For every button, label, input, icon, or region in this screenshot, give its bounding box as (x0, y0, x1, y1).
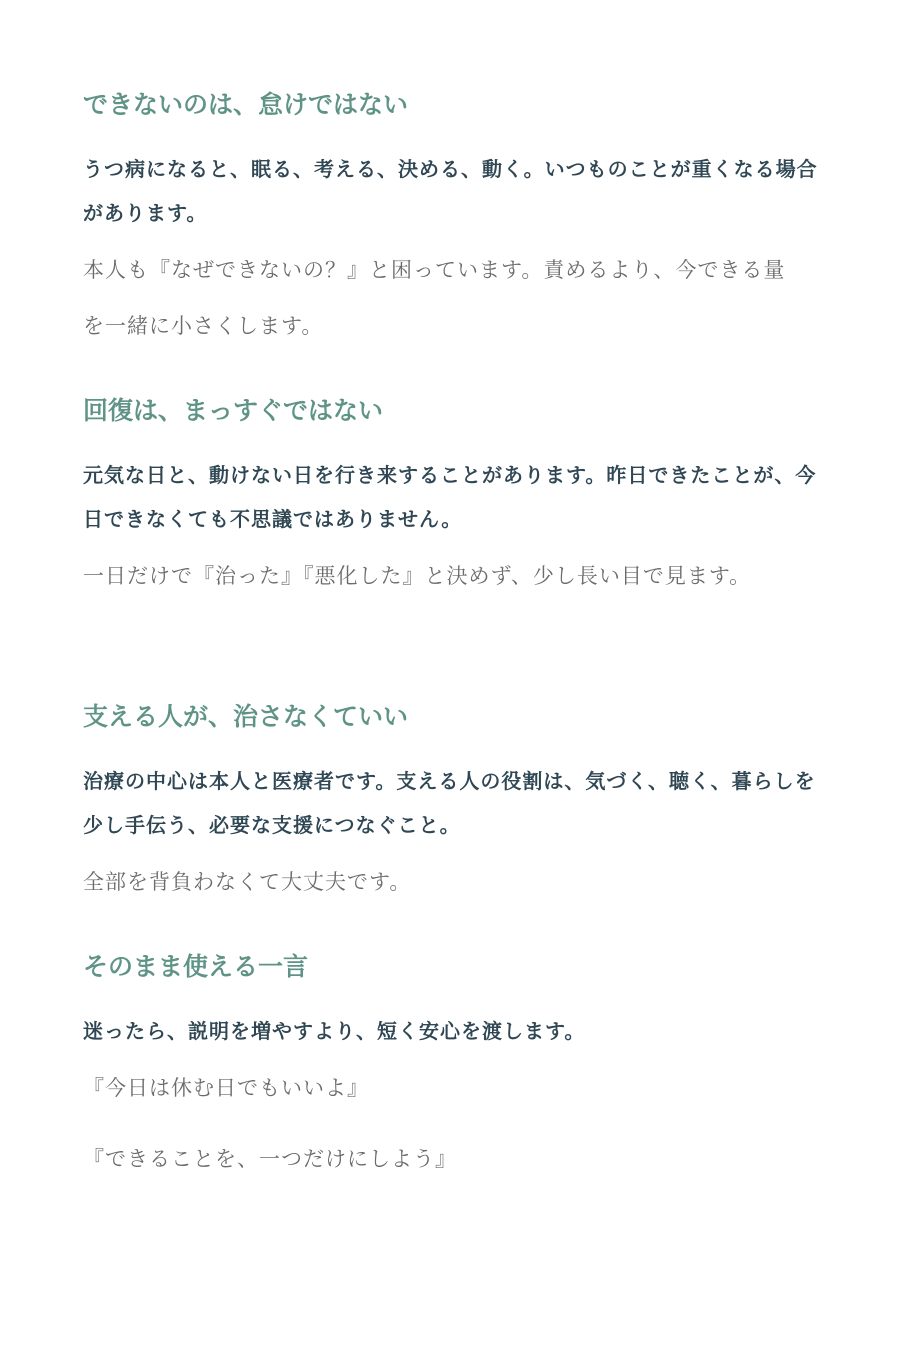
section-body-supporter: 全部を背負わなくて大丈夫です。 (83, 870, 412, 894)
quote-item: 『できることを、一つだけにしよう』 (83, 1147, 457, 1171)
section-lead-recovery: 元気な日と、動けない日を行き来することがあります。昨日できたことが、今日できなくても不思議ではありません。 (83, 463, 817, 531)
section-lead-supporter: 治療の中心は本人と医療者です。支える人の役割は、気づく、聴く、暮らしを少し手伝う、必要な支援につなぐこと。 (83, 769, 816, 837)
section-body-recovery: 一日だけで『治った』『悪化した』と決めず、少し長い目で見ます。 (83, 564, 752, 588)
section-lead-laziness: うつ病になると、眠る、考える、決める、動く。いつものことが重くなる場合があります。 (83, 157, 818, 225)
section-heading-phrases: そのまま使える一言 (83, 952, 309, 981)
quote-item: 『今日は休む日でもいいよ』 (83, 1076, 369, 1100)
section-heading-recovery: 回復は、まっすぐではない (83, 396, 384, 425)
section-heading-supporter: 支える人が、治さなくていい (83, 702, 409, 731)
section-body-laziness: 本人も『なぜできないの？』と困っています。責めるより、今できる量を一緒に小さくします。 (83, 258, 786, 338)
section-lead-phrases: 迷ったら、説明を増やすより、短く安心を渡します。 (83, 1019, 586, 1043)
section-heading-laziness: できないのは、怠けではない (83, 90, 409, 119)
